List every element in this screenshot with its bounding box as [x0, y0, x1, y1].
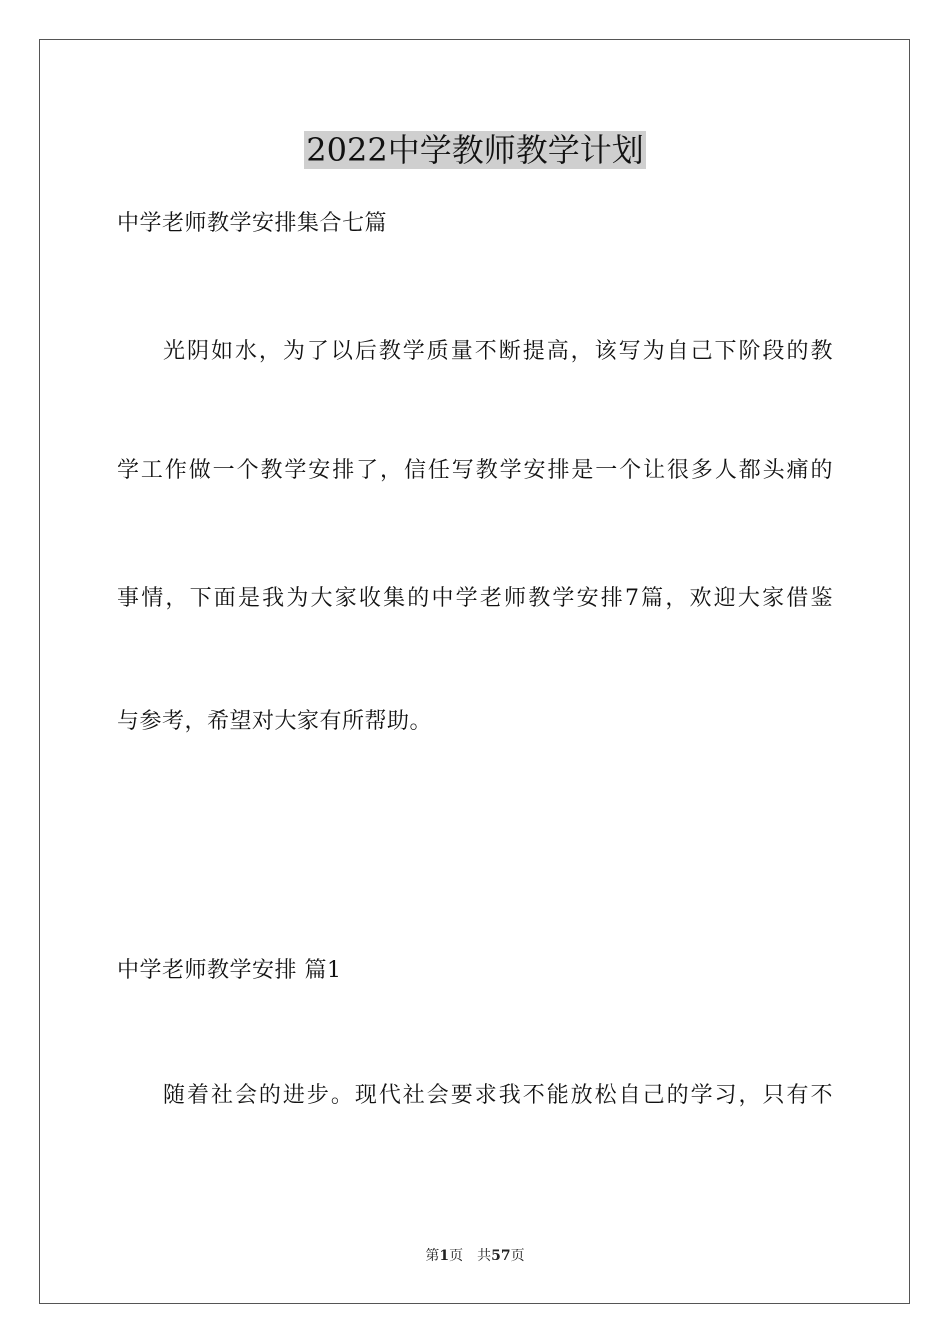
intro-line-2: 学工作做一个教学安排了，信任写教学安排是一个让很多人都头痛的: [117, 458, 833, 483]
footer-total-prefix: 共: [477, 1248, 492, 1264]
footer-page-suffix: 页: [449, 1248, 464, 1264]
intro-line-4: 与参考，希望对大家有所帮助。: [117, 709, 433, 734]
section-heading: 中学老师教学安排 篇1: [117, 958, 342, 983]
footer-total-pages: 57: [491, 1248, 511, 1264]
document-subtitle: 中学老师教学安排集合七篇: [117, 211, 388, 236]
footer-page-number: 1: [439, 1248, 450, 1264]
intro-line-3: 事情，下面是我为大家收集的中学老师教学安排7篇，欢迎大家借鉴: [117, 586, 833, 611]
footer-total-suffix: 页: [510, 1248, 525, 1264]
section-first-line: 随着社会的进步。现代社会要求我不能放松自己的学习，只有不: [163, 1083, 833, 1108]
footer-page-prefix: 第: [425, 1248, 440, 1264]
document-title: [0, 128, 950, 172]
document-title-text: 2022中学教师教学计划: [306, 131, 644, 169]
intro-line-1: 光阴如水，为了以后教学质量不断提高，该写为自己下阶段的教: [163, 339, 833, 364]
page-footer: [0, 1246, 950, 1266]
